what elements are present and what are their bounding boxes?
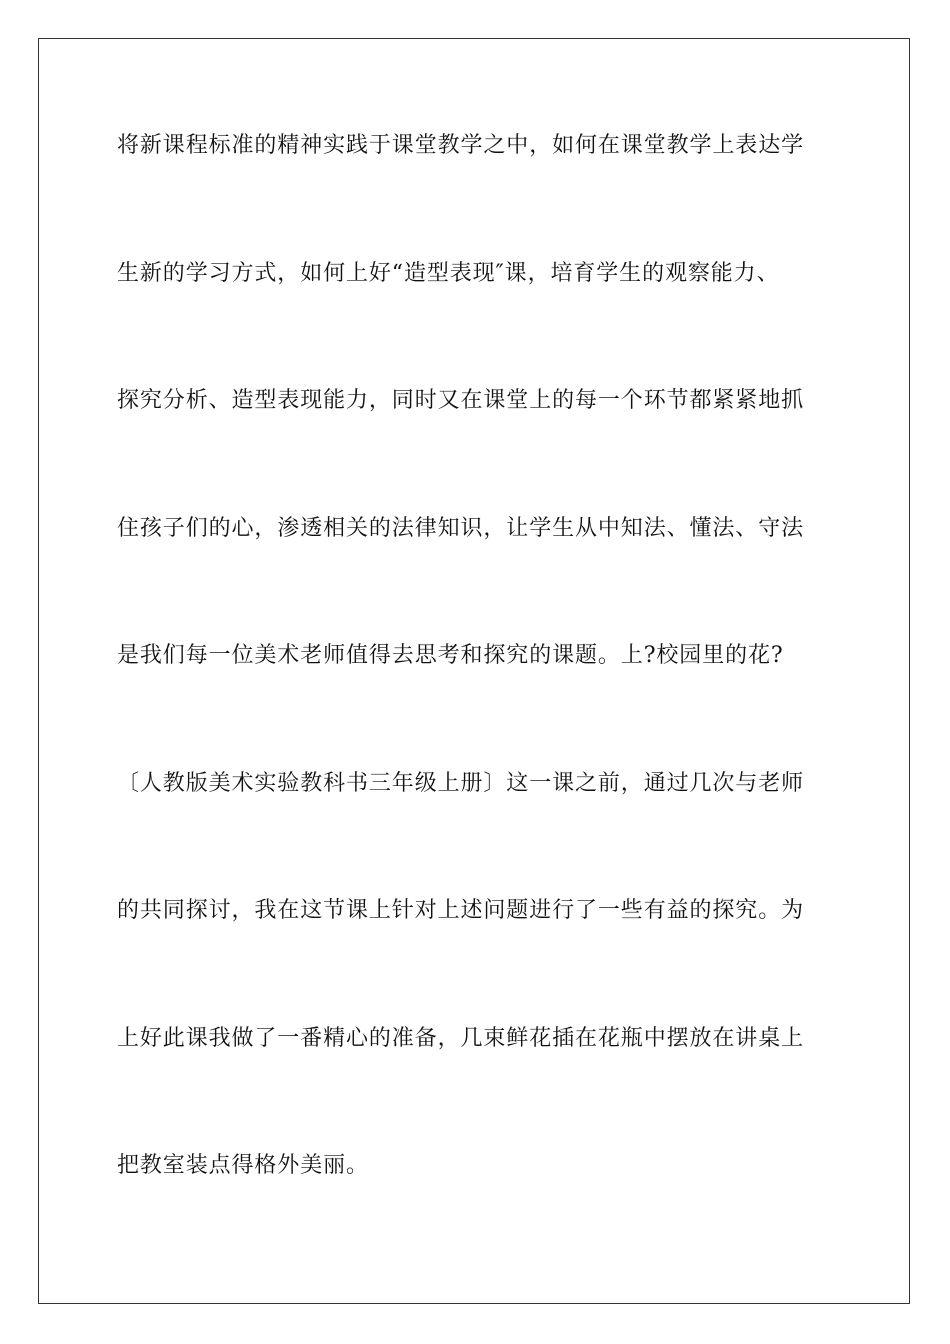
text-line-1: 将新课程标准的精神实践于课堂教学之中，如何在课堂教学上表达学 <box>117 133 805 158</box>
text-line-3: 探究分析、造型表现能力，同时又在课堂上的每一个环节都紧紧地抓 <box>117 388 805 413</box>
text-line-2: 生新的学习方式，如何上好“造型表现″课，培育学生的观察能力、 <box>117 260 780 286</box>
text-line-6: 〔人教版美术实验教科书三年级上册〕这一课之前，通过几次与老师 <box>117 770 805 796</box>
text-line-9: 把教室装点得格外美丽。 <box>117 1153 369 1178</box>
text-line-7: 的共同探讨，我在这节课上针对上述问题进行了一些有益的探究。为 <box>117 898 805 923</box>
body-text <box>117 124 837 1272</box>
text-line-5: 是我们每一位美术老师值得去思考和探究的课题。上?校园里的花? <box>117 643 784 668</box>
text-line-8: 上好此课我做了一番精心的准备，几束鲜花插在花瓶中摆放在讲桌上 <box>117 1025 805 1051</box>
text-line-4: 住孩子们的心，渗透相关的法律知识，让学生从中知法、懂法、守法 <box>117 515 805 541</box>
